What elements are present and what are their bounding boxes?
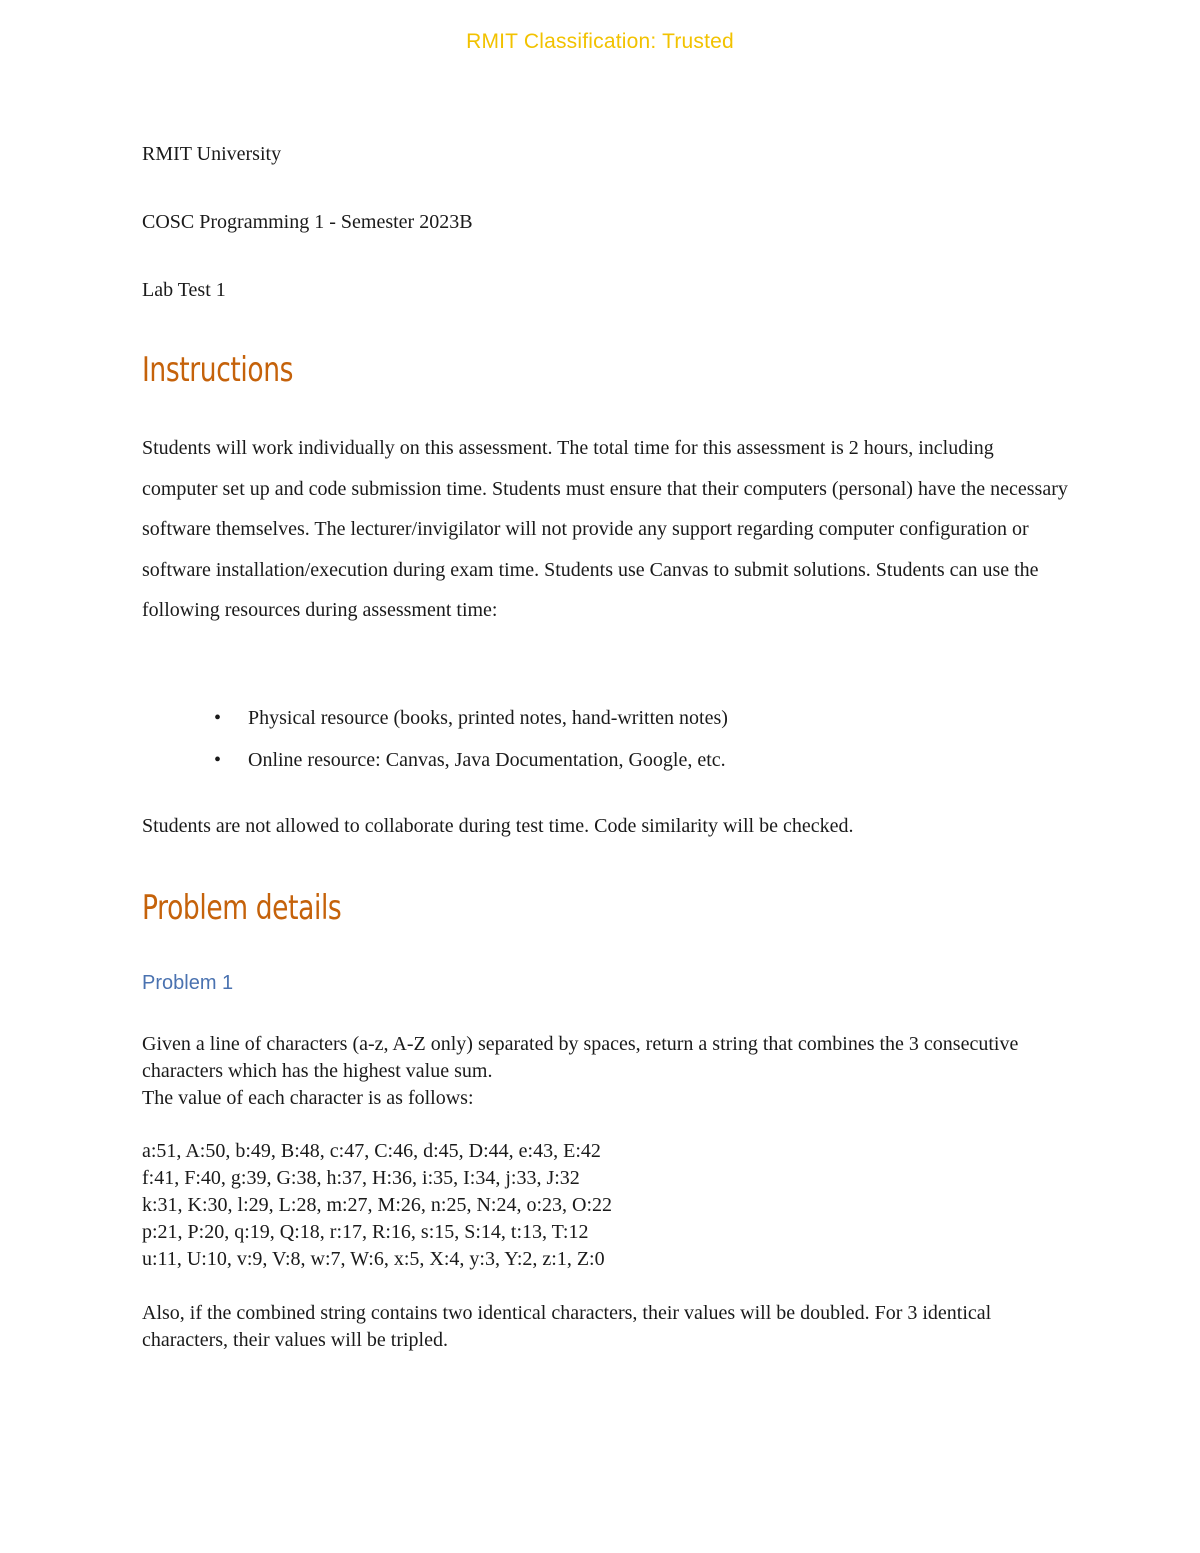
resources-list bbox=[142, 697, 728, 781]
character-value-table bbox=[142, 1138, 1072, 1273]
duplicate-rule bbox=[142, 1300, 1072, 1354]
test-title: Lab Test 1 bbox=[142, 279, 226, 301]
bullet-icon: • bbox=[214, 707, 222, 729]
bullet-icon: • bbox=[214, 749, 222, 771]
list-item-text: Physical resource (books, printed notes, hand-written notes) bbox=[248, 707, 728, 729]
duplicate-rule-text: Also, if the combined string contains two identical characters, their values will be doubled. For 3 identical characters, their values will be tripled. bbox=[142, 1302, 992, 1351]
instructions-heading: Instructions bbox=[142, 350, 294, 390]
problem-1-title: Problem 1 bbox=[142, 972, 234, 994]
value-row: f:41, F:40, g:39, G:38, h:37, H:36, i:35, I:34, j:33, J:32 bbox=[142, 1167, 580, 1189]
problem-1-intro bbox=[142, 1031, 1072, 1112]
value-row: a:51, A:50, b:49, B:48, c:47, C:46, d:45, D:44, e:43, E:42 bbox=[142, 1140, 601, 1162]
value-row: u:11, U:10, v:9, V:8, w:7, W:6, x:5, X:4, y:3, Y:2, z:1, Z:0 bbox=[142, 1248, 605, 1270]
classification-label: RMIT Classification: Trusted bbox=[466, 30, 734, 53]
value-row: k:31, K:30, l:29, L:28, m:27, M:26, n:25, N:24, o:23, O:22 bbox=[142, 1194, 613, 1216]
list-item bbox=[142, 697, 728, 739]
instructions-paragraph: Students will work individually on this assessment. The total time for this assessment is 2 hours, including computer set up and code submission time. Students must ensure that their computers (personal) have the necessary software themselves. The lecturer/invigilator will not provide any support regarding computer configuration or software installation/execution during exam time. Students use Canvas to submit solutions. Students can use the following resources during assessment time: bbox=[142, 437, 1068, 621]
problem-details-heading: Problem details bbox=[142, 888, 342, 928]
problem-1-description: Given a line of characters (a-z, A-Z only) separated by spaces, return a string that combines the 3 consecutive characters which has the highest value sum. bbox=[142, 1033, 1019, 1082]
list-item-text: Online resource: Canvas, Java Documentation, Google, etc. bbox=[248, 749, 726, 771]
value-table-intro: The value of each character is as follows: bbox=[142, 1087, 474, 1109]
value-row: p:21, P:20, q:19, Q:18, r:17, R:16, s:15, S:14, t:13, T:12 bbox=[142, 1221, 589, 1243]
course-title: COSC Programming 1 - Semester 2023B bbox=[142, 211, 473, 233]
university-name: RMIT University bbox=[142, 143, 282, 165]
list-item bbox=[142, 739, 728, 781]
collaboration-note: Students are not allowed to collaborate during test time. Code similarity will be checked. bbox=[142, 815, 854, 837]
